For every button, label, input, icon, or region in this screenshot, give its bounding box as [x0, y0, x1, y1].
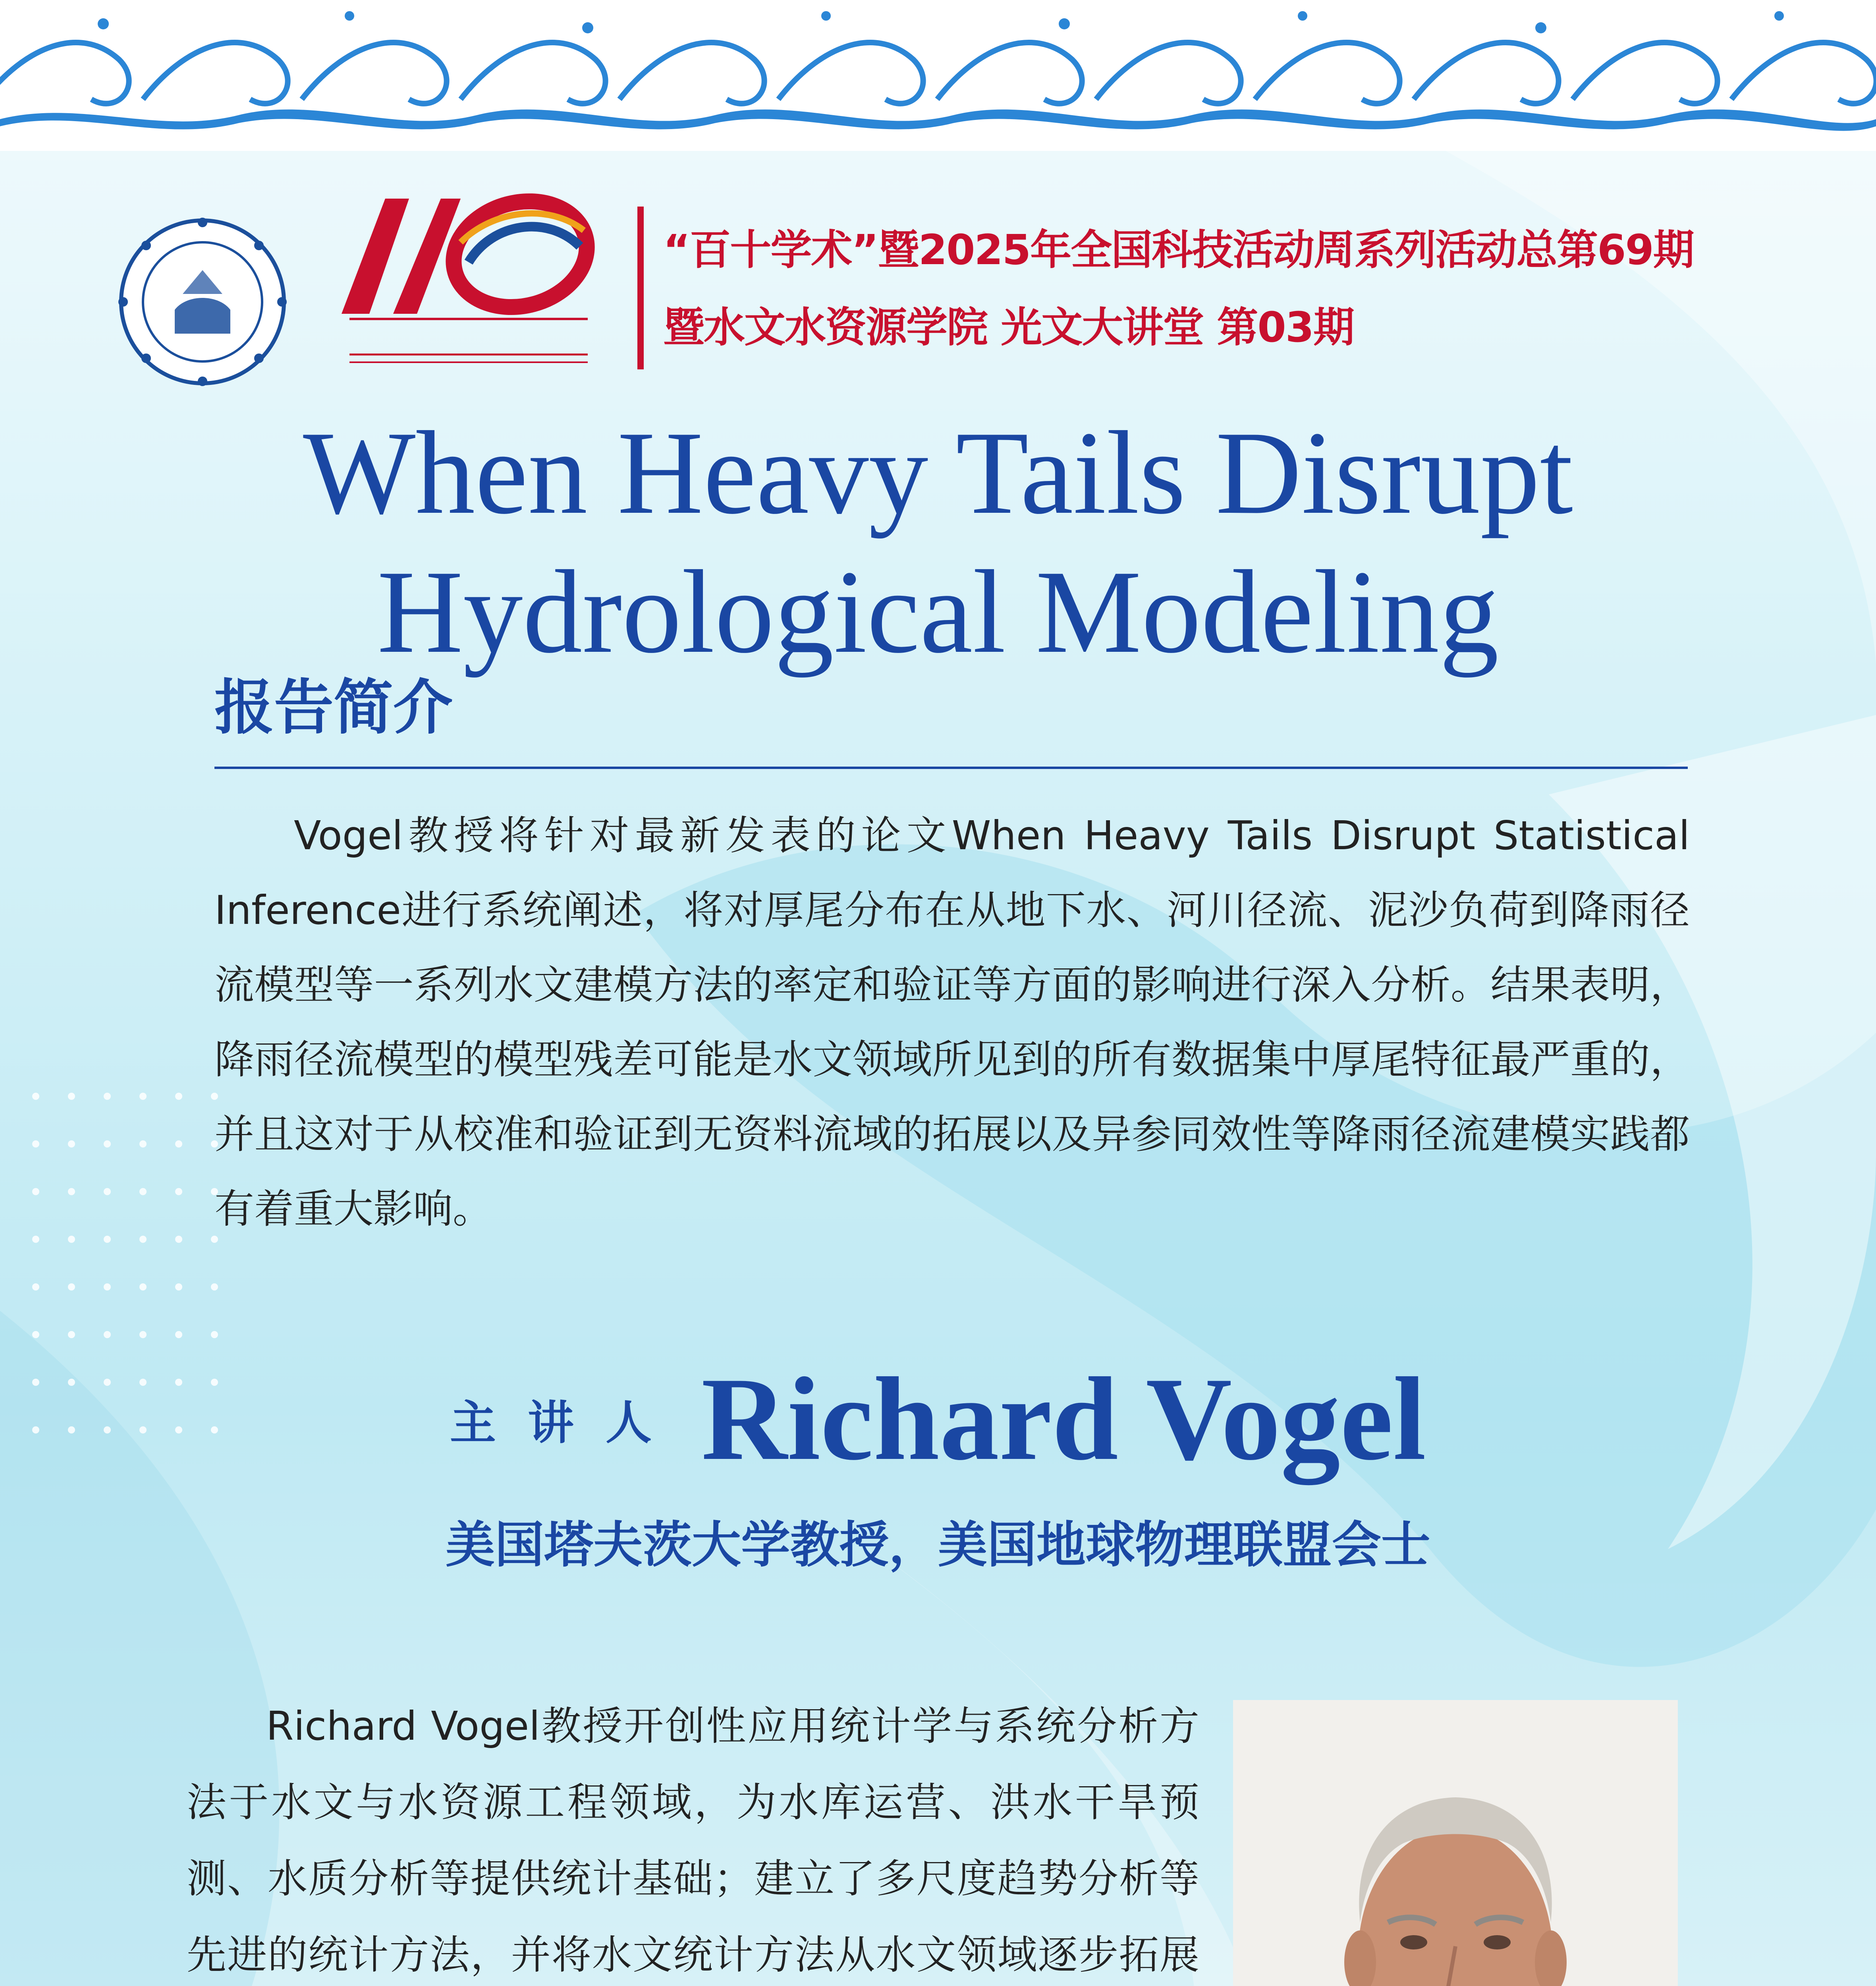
header-divider	[637, 207, 644, 369]
speaker-bio: Richard Vogel教授开创性应用统计学与系统分析方法于水文与水资源工程领域，为水库运营、洪水干旱预测、水质分析等提供统计基础；建立了多尺度趋势分析等先进的统计方法，并将水文统计方法从水文领域逐步拓展	[187, 1703, 1199, 1978]
lecture-title-line-1: When Heavy Tails Disrupt	[303, 407, 1573, 539]
speaker-affiliation: 美国塔夫茨大学教授，美国地球物理联盟会士	[445, 1517, 1430, 1574]
lecture-title-line-2: Hydrological Modeling	[377, 546, 1499, 678]
speaker-row	[0, 1350, 1876, 1488]
top-wave-decoration	[0, 0, 1876, 151]
hohai-university-seal-logo	[115, 214, 290, 389]
section-divider	[214, 767, 1688, 769]
speaker-label: 主讲人	[450, 1396, 683, 1450]
series-title-line-2: 暨水文水资源学院 光文大讲堂 第03期	[663, 303, 1354, 352]
series-title-line-1: “百十学术”暨2025年全国科技活动周系列活动总第69期	[663, 226, 1694, 274]
speaker-photo	[1233, 1700, 1678, 1986]
speaker-name: Richard Vogel	[701, 1353, 1426, 1485]
abstract-text: Vogel教授将针对最新发表的论文When Heavy Tails Disrupt Statistical Inference进行系统阐述，将对厚尾分布在从地下水、河川径流、泥沙负荷到降雨径流模型等一系列水文建模方法的率定和验证等方面的影响进行深入分析。结果表明，降雨径流模型的模型残差可能是水文领域所见到的所有数据集中厚尾特征最严重的，并且这对于从校准和验证到无资料流域的拓展以及异参同效性等降雨径流建模实践都有着重大影响。	[214, 812, 1690, 1232]
110th-anniversary-logo	[326, 187, 612, 373]
abstract-heading: 报告简介	[214, 673, 453, 742]
